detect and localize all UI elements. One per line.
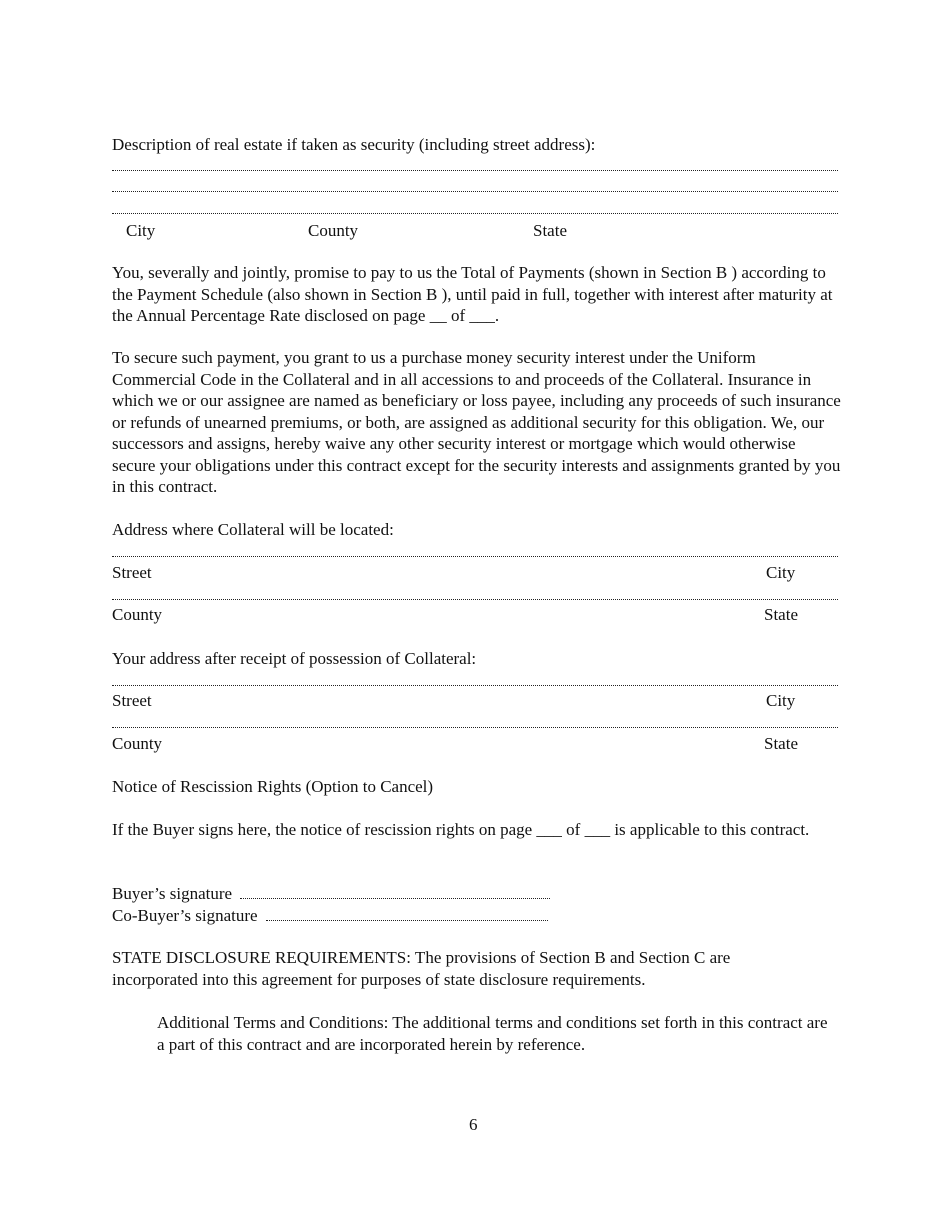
collateral-street-line[interactable] [112, 556, 838, 557]
your-street-line[interactable] [112, 685, 838, 686]
buyer-signature-line[interactable] [240, 883, 550, 899]
cobuyer-signature-line[interactable] [266, 905, 548, 921]
collateral-address-heading: Address where Collateral will be located: [112, 520, 394, 539]
page-number: 6 [469, 1115, 478, 1134]
cobuyer-signature-label: Co-Buyer’s signature [112, 906, 258, 925]
real-estate-county-label: County [308, 221, 359, 240]
collateral-county-line[interactable] [112, 599, 838, 600]
your-state-label: State [764, 734, 798, 753]
your-county-label: County [112, 734, 163, 753]
collateral-street-label: Street [112, 563, 152, 582]
your-street-label: Street [112, 691, 152, 710]
state-disclosure-paragraph: STATE DISCLOSURE REQUIREMENTS: The provisions of Section B and Section C are incorporated into this agreement for purposes of state disclosure requirements. [112, 948, 731, 989]
real-estate-state-label: State [533, 221, 567, 240]
collateral-city-label: City [766, 563, 796, 582]
your-address-heading: Your address after receipt of possession of Collateral: [112, 649, 477, 668]
buyer-signature-row [112, 883, 550, 905]
real-estate-heading: Description of real estate if taken as security (including street address): [112, 135, 596, 154]
cobuyer-signature-row [112, 905, 548, 927]
security-paragraph: To secure such payment, you grant to us a purchase money security interest under the Uniform Commercial Code in the Collateral and in all accessions to and proceeds of the Collateral. Insurance in which we or our assignee are named as beneficiary or loss payee, including any proceeds of such insurance or refunds of unearned premiums, or both, are assigned as additional security for this obligation. We, our successors and assigns, hereby waive any other security interest or mortgage which would otherwise secure your obligations under this contract except for the security interests and assignments granted by you in this contract. [112, 348, 841, 496]
collateral-county-label: County [112, 605, 163, 624]
rescission-paragraph: If the Buyer signs here, the notice of rescission rights on page ___ of ___ is applicable to this contract. [112, 820, 810, 839]
real-estate-line-1[interactable] [112, 170, 838, 171]
real-estate-city-label: City [126, 221, 156, 240]
your-city-label: City [766, 691, 796, 710]
buyer-signature-label: Buyer’s signature [112, 884, 233, 903]
your-county-line[interactable] [112, 727, 838, 728]
real-estate-line-2[interactable] [112, 191, 838, 192]
rescission-heading: Notice of Rescission Rights (Option to Cancel) [112, 777, 434, 796]
real-estate-line-3[interactable] [112, 213, 838, 214]
additional-terms-paragraph: Additional Terms and Conditions: The additional terms and conditions set forth in this contract are a part of this contract and are incorporated herein by reference. [157, 1013, 828, 1054]
collateral-state-label: State [764, 605, 798, 624]
promise-paragraph: You, severally and jointly, promise to pay to us the Total of Payments (shown in Section B ) according to the Payment Schedule (also shown in Section B ), until paid in full, together with interest after maturity at the Annual Percentage Rate disclosed on page __ of ___. [112, 263, 833, 325]
